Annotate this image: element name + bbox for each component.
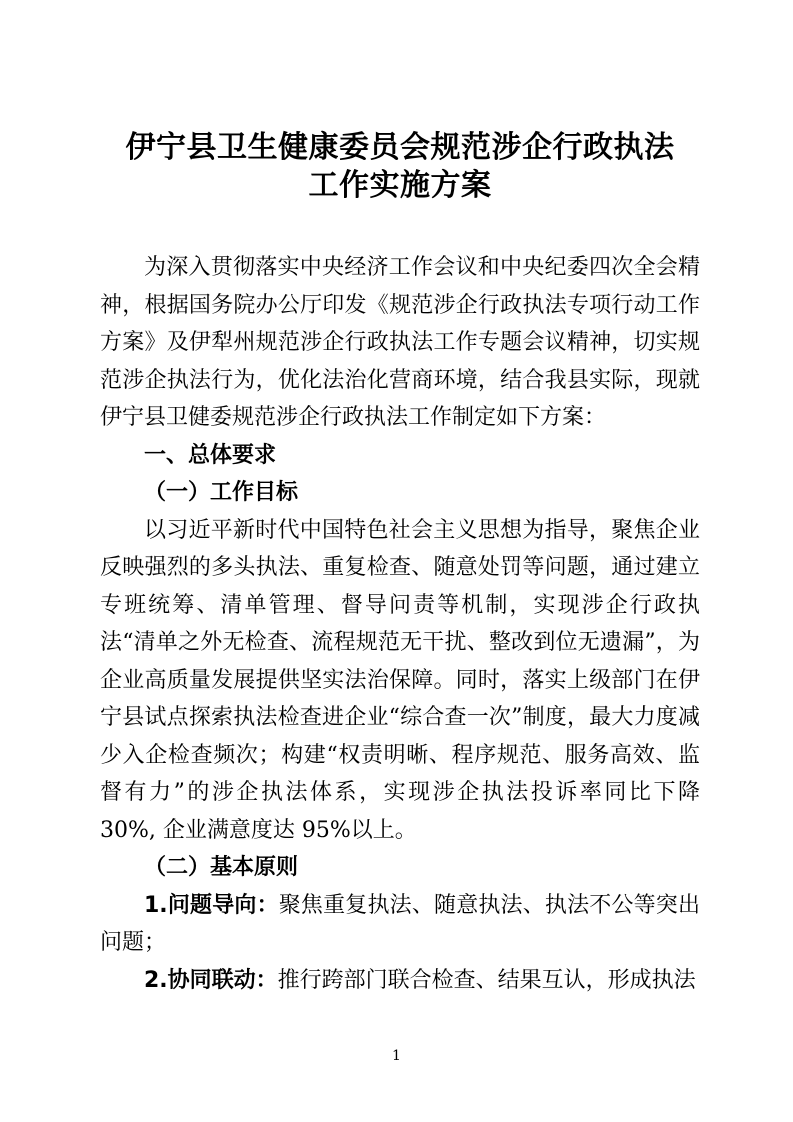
goal-paragraph: 以习近平新时代中国特色社会主义思想为指导，聚焦企业反映强烈的多头执法、重复检查、随意处罚等问题，通过建立专班统筹、清单管理、督导问责等机制，实现涉企行政执法“清单之外无检查、流程规范无干扰、整改到位无遗漏”，为企业高质量发展提供坚实法治保障。同时，落实上级部门在伊宁县试点探索执法检查进企业“综合查一次”制度，最大力度减少入企检查频次；构建“权责明晰、程序规范、服务高效、监督有力”的涉企执法体系，实现涉企执法投诉率同比下降 30%, 企业满意度达 95%以上。 bbox=[100, 517, 700, 843]
principle-coordinated-linkage-label: 2.协同联动： bbox=[144, 967, 278, 993]
document-body bbox=[100, 249, 700, 999]
page-number: 1 bbox=[392, 1048, 401, 1064]
document-title-line-1: 伊宁县卫生健康委员会规范涉企行政执法 bbox=[125, 130, 675, 165]
principle-coordinated-linkage-text: 推行跨部门联合检查、结果互认，形成执法 bbox=[277, 967, 696, 993]
principle-item-coordinated-linkage bbox=[100, 962, 700, 1000]
section-heading-overall-requirements: 一、总体要求 bbox=[144, 442, 277, 468]
subsection-heading-basic-principles: （二）基本原则 bbox=[144, 854, 299, 880]
principle-problem-oriented-label: 1.问题导向： bbox=[144, 892, 279, 918]
principle-item-problem-oriented bbox=[100, 887, 700, 962]
intro-paragraph: 为深入贯彻落实中央经济工作会议和中央纪委四次全会精神，根据国务院办公厅印发《规范涉企行政执法专项行动工作方案》及伊犁州规范涉企行政执法工作专题会议精神，切实规范涉企执法行为，优化法治化营商环境，结合我县实际，现就伊宁县卫健委规范涉企行政执法工作制定如下方案： bbox=[100, 255, 700, 430]
subsection-heading-work-goals: （一）工作目标 bbox=[144, 479, 299, 505]
document-content bbox=[100, 0, 700, 999]
principle-problem-oriented-text: 聚焦重复执法、随意执法、执法不公等突出问题； bbox=[100, 892, 700, 955]
document-title-line-2: 工作实施方案 bbox=[308, 168, 492, 203]
document-title bbox=[100, 129, 700, 205]
